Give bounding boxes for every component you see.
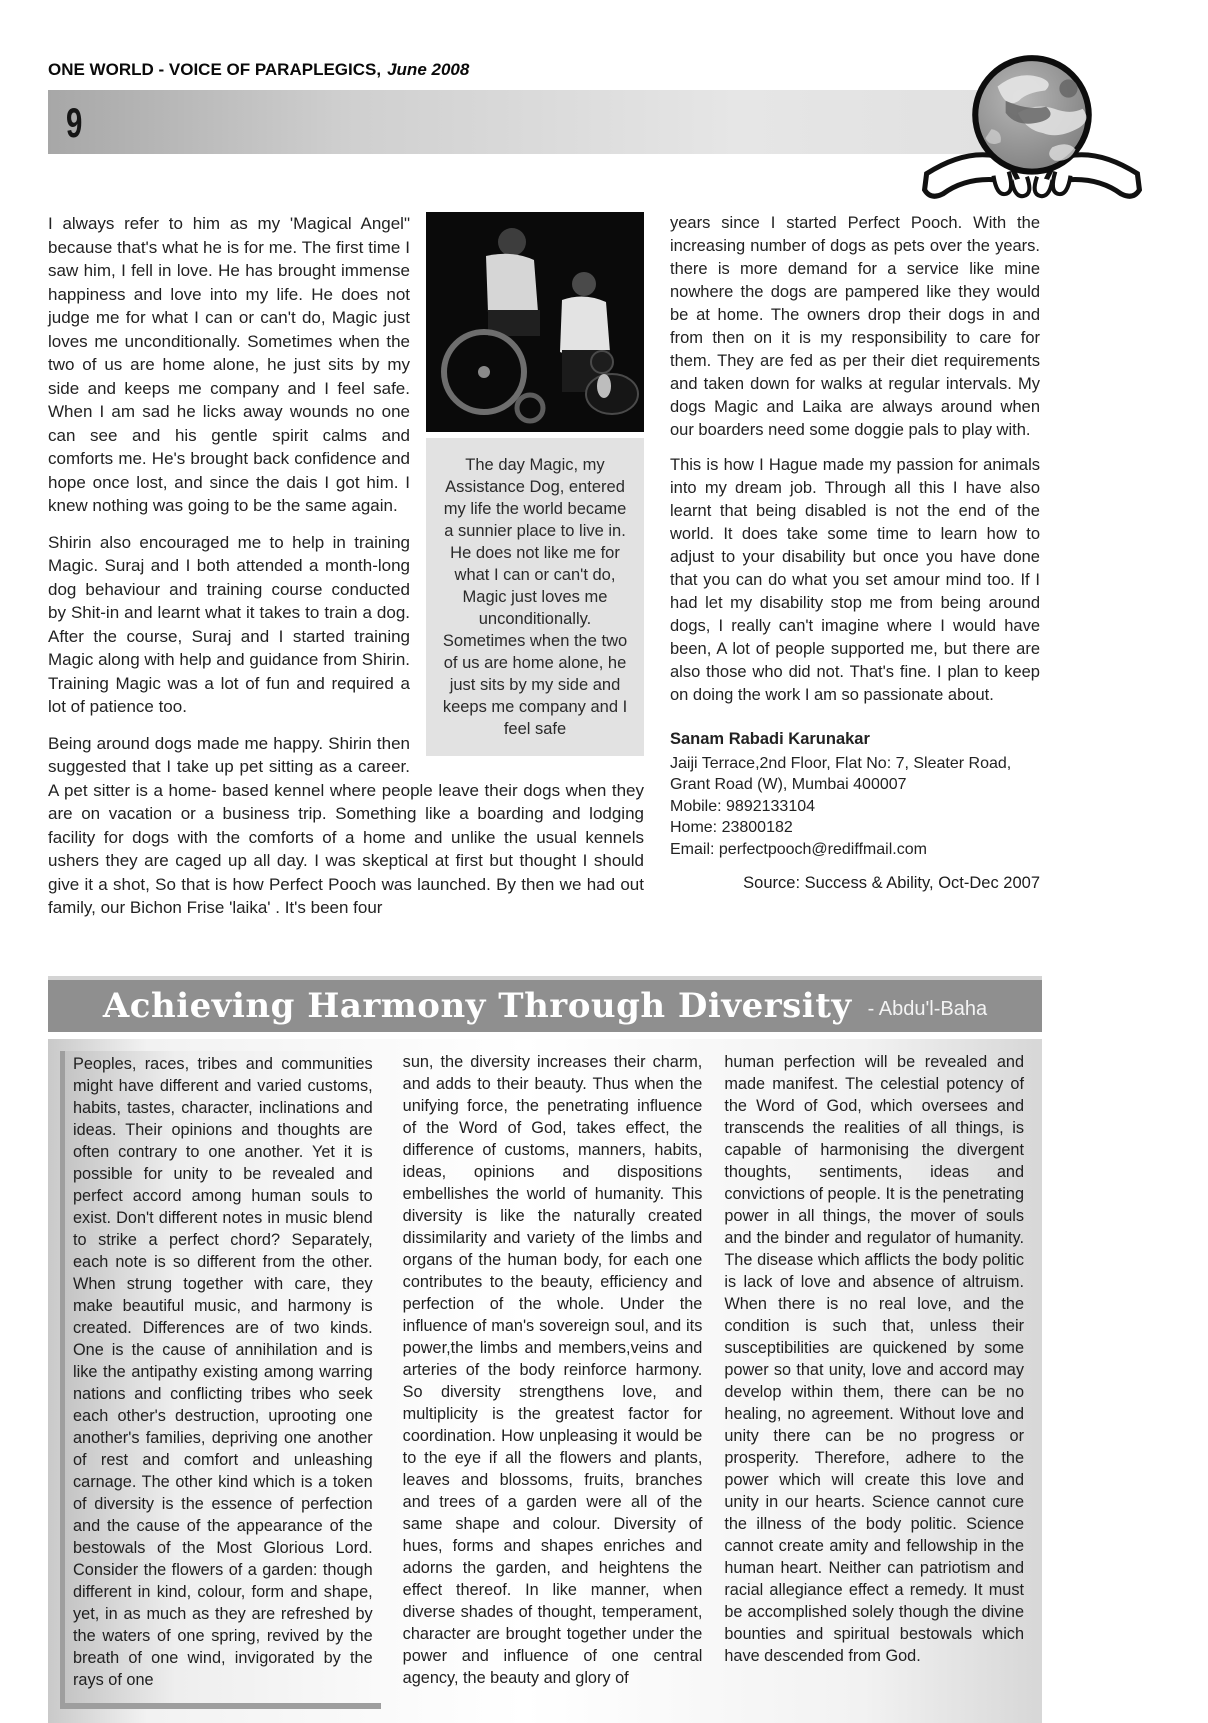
harmony-attribution: - Abdu'l-Baha xyxy=(867,997,988,1020)
top-article-right-column xyxy=(670,212,1040,933)
contact-line: Grant Road (W), Mumbai 400007 xyxy=(670,776,907,793)
article-paragraph: sun, the diversity increases their charm, and adds to their beauty. Thus when the unifying force, the penetrating influence of the Word of God, takes effect, the difference of customs, manners, habits, ideas, opinions and dispositions embellishes the world of humanity. This diversity is like the naturally created dissimilarity and variety of the limbs and organs of the human body, for each one contributes to the beauty, efficiency and perfection of the whole. Under the influence of man's sovereign soul, and its power,the limbs and members,veins and arteries of the body reinforce harmony. So diversity strengthens love, and multiplicity is the greatest factor for coordination. How unpleasing it would be to the eye if all the flowers and plants, leaves and blossoms, fruits, branches and trees of a garden were all of the same shape and colour. Diversity of hues, forms and shapes enriches and adorns the garden, and heightens the effect thereof. In like manner, when diverse shades of thought, temperament, character are brought together under the power and influence of one central agency, the beauty and glory of xyxy=(402,1053,703,1687)
masthead-title: ONE WORLD - VOICE OF PARAPLEGICS, xyxy=(48,60,382,79)
harmony-column-2 xyxy=(403,1051,703,1709)
harmony-column-3 xyxy=(724,1051,1028,1709)
globe-in-hands-graphic xyxy=(898,48,1166,200)
article-paragraph: years since I started Perfect Pooch. With the increasing number of dogs as pets over the years. there is more demand for a service like mine nowhere the dogs are pampered like they would be at home. The owners drop their dogs in and from then on it is my responsibility to care for them. They are fed as per their diet requirements and taken down for walks at regular intervals. My dogs Magic and Laika are always around when our boarders need some doggie pals to play with. xyxy=(670,214,1040,439)
harmony-article xyxy=(48,976,1042,1723)
article-paragraph: I always refer to him as my 'Magical Angel" because that's what he is for me. The first time I saw him, I fell in love. He has brought immense happiness and love into my life. He does not judge me for what I can or can't do, Magic just loves me unconditionally. Sometimes when the two of us are home alone, he just sits by my side and keeps me company and I feel safe. When I am sad he licks away wounds no one can see and his gentle spirit calms and comforts me. He's brought back confidence and hope once lost, and since the dais I got him. I knew nothing was going to be the same again. xyxy=(48,214,410,515)
contact-line: Mobile: 9892133104 xyxy=(670,797,816,815)
page-number-bar xyxy=(48,90,1033,154)
contact-block xyxy=(670,729,1040,860)
harmony-banner xyxy=(48,976,1042,1032)
top-article-center-column xyxy=(426,212,644,756)
top-article xyxy=(48,212,1040,933)
harmony-column-1 xyxy=(60,1051,381,1709)
masthead-date: June 2008 xyxy=(387,60,470,79)
source-note: Source: Success & Ability, Oct-Dec 2007 xyxy=(743,874,1040,892)
article-paragraph: Peoples, races, tribes and communities might have different and varied customs, habits, tastes, character, inclinations and ideas. Their opinions and thoughts are often contrary to one another. Yet it is possible for unity to be revealed and perfect accord among human souls to exist. Don't different notes in music blend to strike a perfect chord? Separately, each note is so different from the other. When strung together with care, they make beautiful music, and harmony is created. Differences are of two kinds. One is the cause of annihilation and is like the antipathy existing among warring nations and conflicting tribes who seek each other's destruction, uprooting one another's families, depriving one another of rest and comfort and unleashing carnage. The other kind which is a token of diversity is the essence of perfection and the cause of the appearance of the bestowals of the Most Glorious Lord. Consider the flowers of a garden: though different in kind, colour, form and shape, yet, in as much as they are refreshed by the waters of one spring, revived by the breath of one wind, invigorated by the rays of one xyxy=(73,1055,373,1689)
article-photo xyxy=(426,212,644,432)
globe-in-hands-icon xyxy=(898,48,1166,200)
article-paragraph: This is how I Hague made my passion for animals into my dream job. Through all this I have also learnt that being disabled is not the end of the world. It does take some time to learn how to adjust to your disability but once you have done that you can do what you set amour mind too. If I had let my disability stop me from being around dogs, I really can't imagine where I would have been, A lot of people supported me, but there are also those who did not. That's fine. I plan to keep on doing the work I am so passionate about. xyxy=(670,456,1040,704)
top-article-left-region xyxy=(48,212,644,933)
article-paragraph: Shirin also encouraged me to help in training Magic. Suraj and I both attended a month-long dog behaviour and training course conducted by Shit-in and learnt what it takes to train a dog. After the course, Suraj and I started training Magic along with help and guidance from Shirin. Training Magic was a lot of fun and required a lot of patience too. xyxy=(48,532,410,716)
article-paragraph: Being around dogs made me happy. Shirin then suggested that I take up pet sitting as a career. A pet sitter is a home- based kennel where people leave their dogs when they are on vacation or a business trip. Something like a boarding and lodging facility for dogs with the comforts of a home and unlike the usual kennels ushers they are caged up all day. I was skeptical at first but thought I should give it a shot, So that is how Perfect Pooch was launched. By then we had out family, our Bichon Frise 'laika' . It's been four xyxy=(48,733,644,917)
contact-line: Home: 23800182 xyxy=(670,819,793,836)
article-paragraph: human perfection will be revealed and made manifest. The celestial potency of the Word of God, which oversees and transcends the realities of all things, is capable of harmonising the divergent thoughts, sentiments, ideas and convictions of people. It is the penetrating power in all things, the mover of souls and the binder and regulator of humanity. The disease which afflicts the body politic is lack of love and absence of altruism. When there is no real love, and the condition is such that, unless their susceptibilities are quickened by some power so that unity, love and accord may develop within them, there can be no healing, no agreement. Without love and unity there can be no progress or prosperity. Therefore, adhere to the power which will create this love and unity in our hearts. Science cannot cure the illness of the body politic. Science cannot create amity and fellowship in the human heart. Neither can patriotism and racial allegiance effect a remedy. It must be accomplished solely though the divine bounties and spiritual bestowals which have descended from God. xyxy=(724,1053,1025,1665)
harmony-columns xyxy=(48,1039,1042,1723)
contact-line: Jaiji Terrace,2nd Floor, Flat No: 7, Sleater Road, xyxy=(670,754,1012,772)
page-number: 9 xyxy=(66,99,83,146)
pull-quote: The day Magic, my Assistance Dog, entered my life the world became a sunnier place to live in. He does not like me for what I can or can't do, Magic just loves me unconditionally. Sometimes when the two of us are home alone, he just sits by my side and keeps me company and I feel safe xyxy=(426,438,644,756)
contact-name: Sanam Rabadi Karunakar xyxy=(670,730,870,748)
contact-line: Email: perfectpooch@rediffmail.com xyxy=(670,840,927,858)
harmony-title: Achieving Harmony Through Diversity xyxy=(102,986,852,1026)
masthead xyxy=(48,60,469,80)
